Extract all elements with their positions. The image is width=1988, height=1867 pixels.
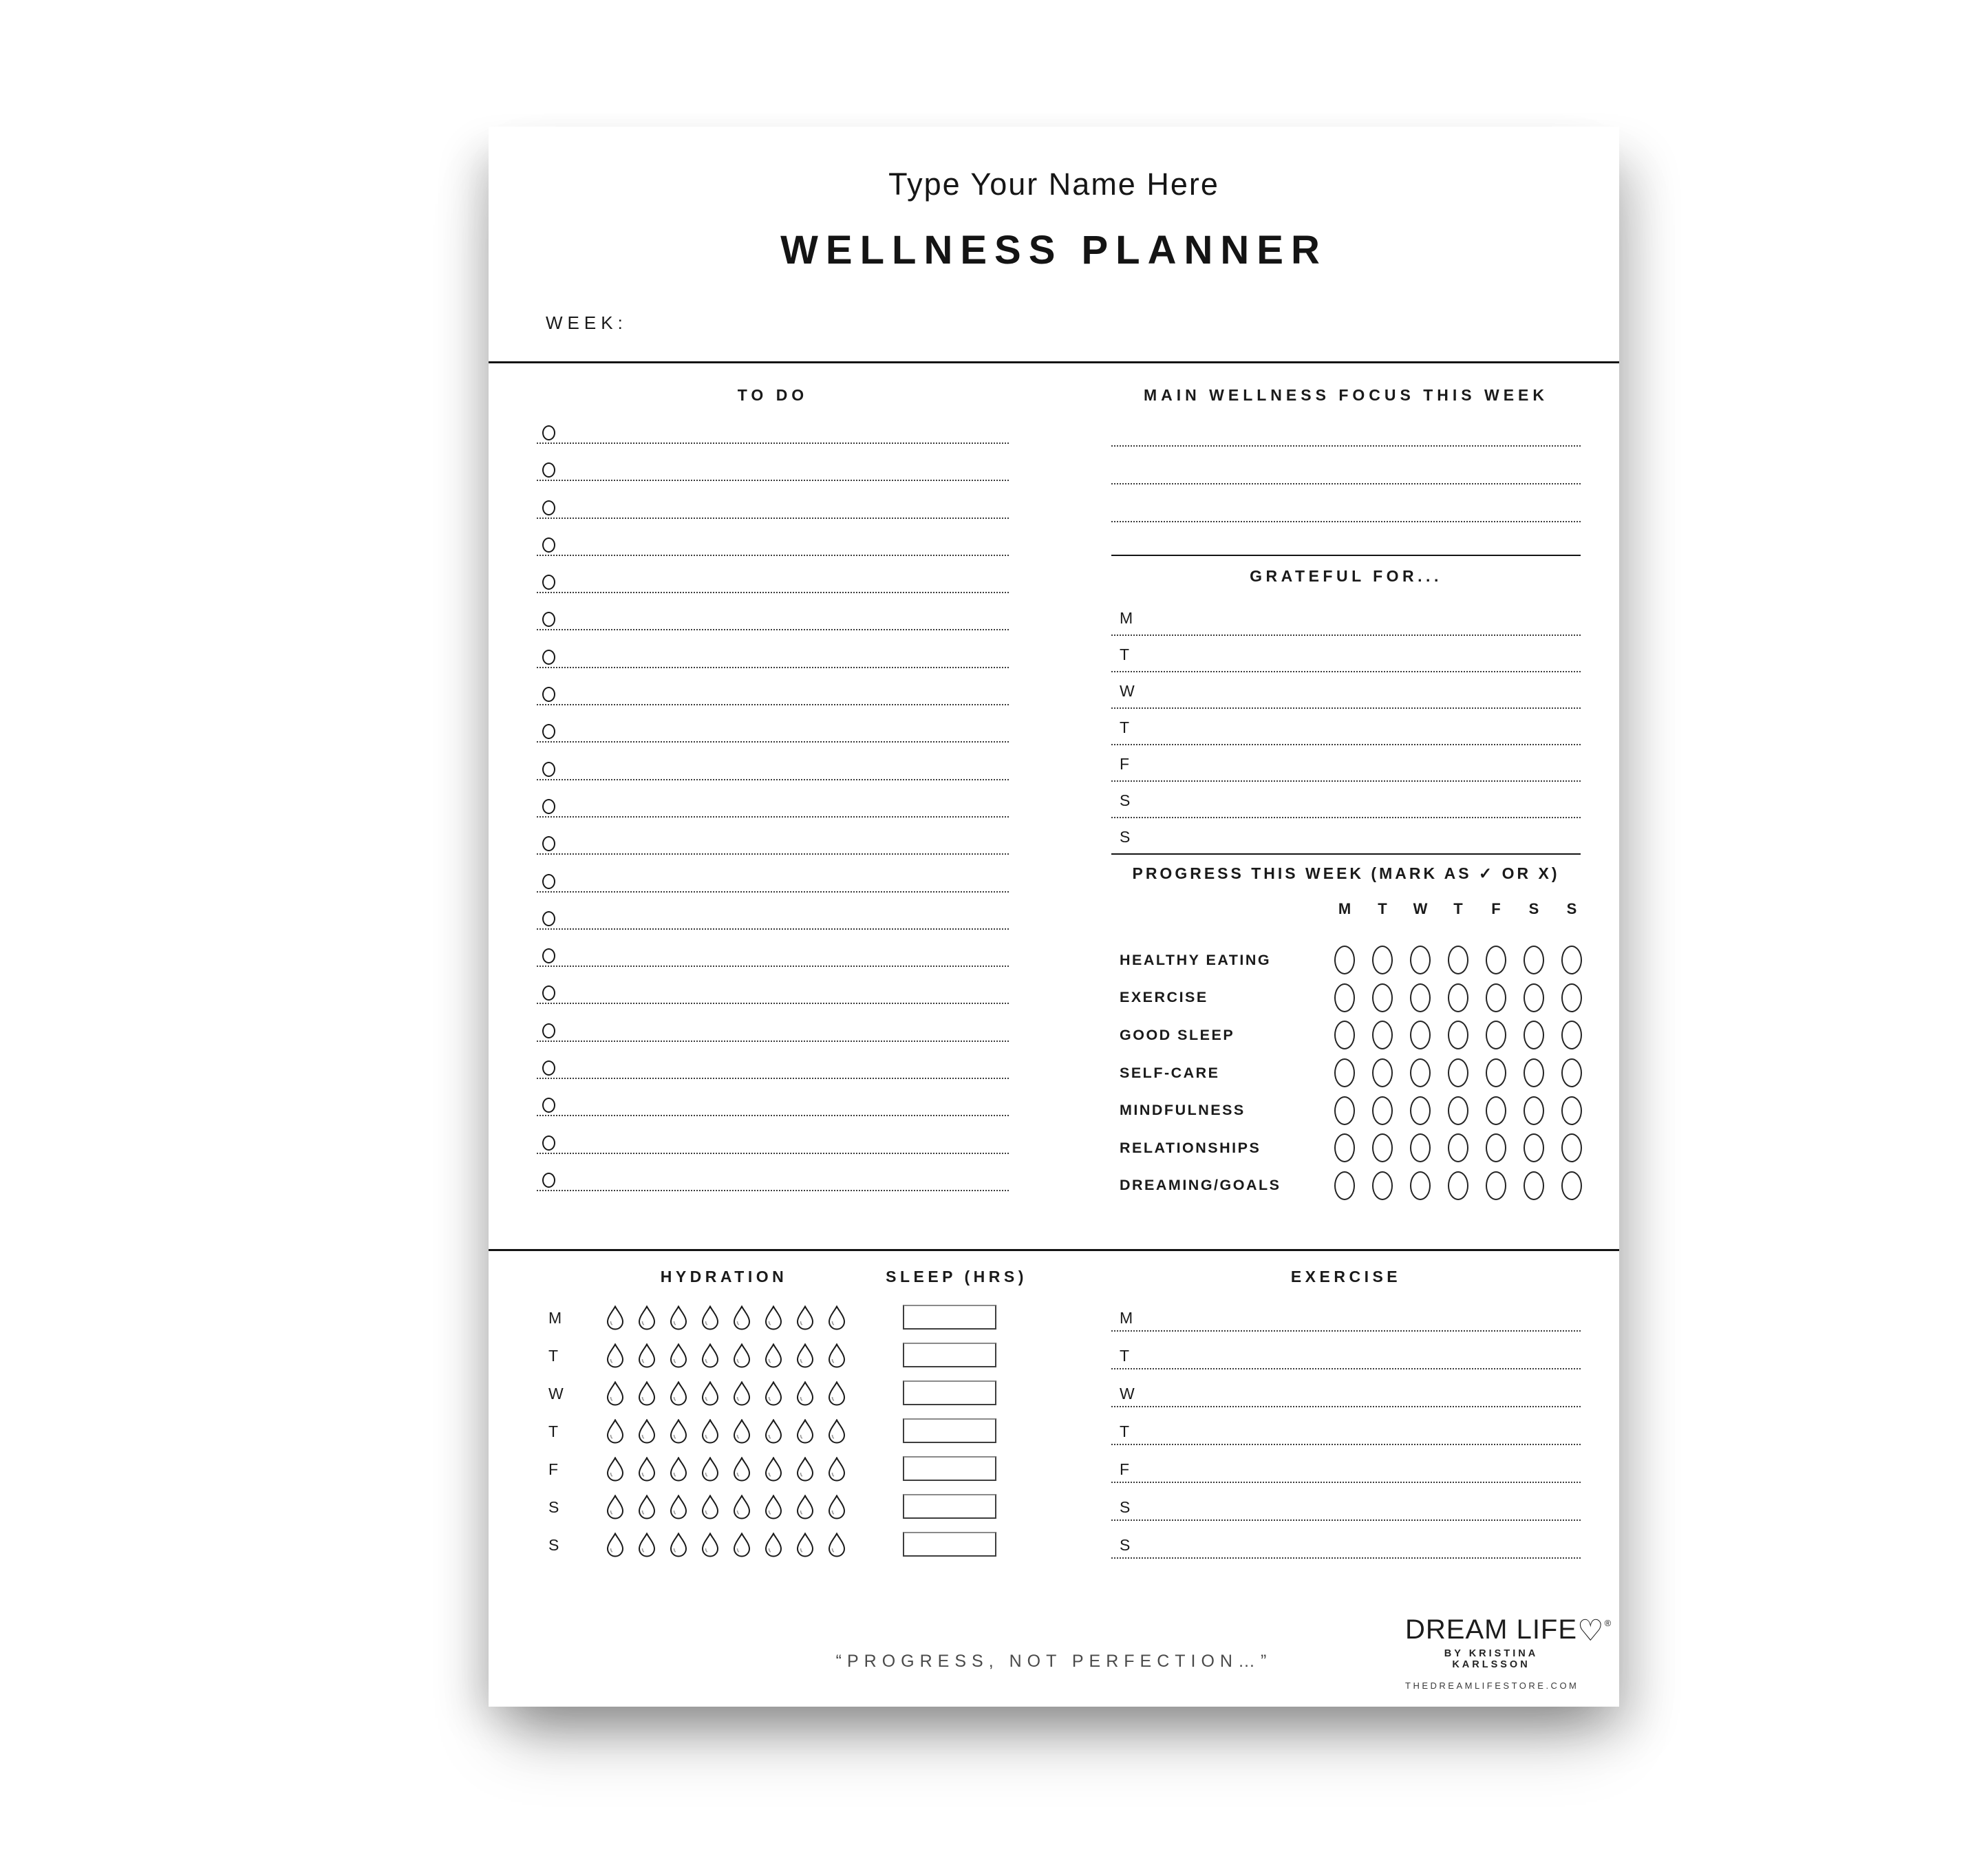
grateful-heading: GRATEFUL FOR... xyxy=(1250,567,1442,585)
hydration-day-row xyxy=(537,1375,895,1413)
brand-byline: BY KRISTINA KARLSSON xyxy=(1444,1648,1539,1670)
water-drop-icon[interactable] xyxy=(701,1381,719,1406)
hydration-day-row xyxy=(537,1489,895,1526)
progress-row-label: GOOD SLEEP xyxy=(1120,1026,1235,1043)
todo-write-line[interactable] xyxy=(537,442,1009,444)
water-drop-icon[interactable] xyxy=(733,1305,751,1330)
progress-day-circle[interactable] xyxy=(1372,983,1393,1012)
todo-write-line[interactable] xyxy=(537,1078,1009,1079)
hydration-day-row xyxy=(537,1526,895,1564)
water-drop-icon[interactable] xyxy=(733,1457,751,1482)
exercise-write-line[interactable] xyxy=(1111,1557,1581,1559)
progress-day-circle[interactable] xyxy=(1448,1021,1468,1049)
progress-day-circle[interactable] xyxy=(1334,1058,1355,1087)
progress-day-circle[interactable] xyxy=(1524,1133,1544,1162)
focus-write-line[interactable] xyxy=(1111,409,1581,447)
todo-heading: TO DO xyxy=(737,386,809,404)
progress-day-circle[interactable] xyxy=(1524,1171,1544,1200)
todo-item-row xyxy=(537,568,1009,606)
hydration-day-label: S xyxy=(548,1498,559,1516)
hydration-drops xyxy=(606,1457,846,1482)
todo-write-line[interactable] xyxy=(537,779,1009,780)
todo-checkbox-circle[interactable] xyxy=(542,1173,555,1188)
water-drop-icon[interactable] xyxy=(765,1381,782,1406)
water-drop-icon[interactable] xyxy=(828,1343,846,1368)
grateful-write-line[interactable] xyxy=(1111,817,1581,818)
progress-day-header: S xyxy=(1528,900,1539,917)
progress-day-circle[interactable] xyxy=(1486,946,1506,974)
progress-row-label: DREAMING/GOALS xyxy=(1120,1177,1281,1194)
todo-write-line[interactable] xyxy=(537,555,1009,556)
progress-day-circle[interactable] xyxy=(1334,1171,1355,1200)
exercise-day-row xyxy=(1111,1375,1581,1413)
water-drop-icon[interactable] xyxy=(638,1343,656,1368)
exercise-write-line[interactable] xyxy=(1111,1330,1581,1332)
exercise-day-row xyxy=(1111,1489,1581,1526)
exercise-write-line[interactable] xyxy=(1111,1482,1581,1483)
progress-day-circle[interactable] xyxy=(1334,946,1355,974)
progress-day-circle[interactable] xyxy=(1561,946,1582,974)
progress-day-circle[interactable] xyxy=(1448,946,1468,974)
exercise-day-label: F xyxy=(1120,1460,1130,1478)
todo-checkbox-circle[interactable] xyxy=(542,724,555,739)
progress-day-circle[interactable] xyxy=(1561,1021,1582,1049)
progress-day-circle[interactable] xyxy=(1448,1096,1468,1125)
todo-item-row xyxy=(537,456,1009,493)
progress-row xyxy=(1111,1091,1582,1129)
todo-write-line[interactable] xyxy=(537,891,1009,893)
progress-day-circle[interactable] xyxy=(1561,1133,1582,1162)
progress-day-circle[interactable] xyxy=(1486,1021,1506,1049)
todo-write-line[interactable] xyxy=(537,1115,1009,1116)
top-divider xyxy=(489,361,1619,363)
progress-day-circle[interactable] xyxy=(1372,1096,1393,1125)
sleep-hours-box[interactable] xyxy=(903,1418,996,1443)
exercise-write-line[interactable] xyxy=(1111,1444,1581,1445)
water-drop-icon[interactable] xyxy=(701,1305,719,1330)
todo-item-row xyxy=(537,1166,1009,1204)
name-placeholder[interactable]: Type Your Name Here xyxy=(888,167,1219,202)
sleep-hours-box[interactable] xyxy=(903,1494,996,1519)
todo-item-row xyxy=(537,756,1009,793)
sleep-hours-box[interactable] xyxy=(903,1456,996,1481)
progress-day-circle[interactable] xyxy=(1334,983,1355,1012)
water-drop-icon[interactable] xyxy=(701,1533,719,1557)
todo-write-line[interactable] xyxy=(537,1190,1009,1191)
todo-checkbox-circle[interactable] xyxy=(542,575,555,590)
water-drop-icon[interactable] xyxy=(638,1495,656,1519)
grateful-day-label: F xyxy=(1120,755,1131,773)
todo-item-row xyxy=(537,793,1009,830)
planner-page xyxy=(489,127,1619,1707)
sleep-heading: SLEEP (HRS) xyxy=(886,1268,1027,1285)
progress-circles xyxy=(1334,1058,1582,1087)
hydration-day-row xyxy=(537,1451,895,1489)
exercise-day-row xyxy=(1111,1337,1581,1375)
grateful-write-line[interactable] xyxy=(1111,634,1581,636)
grateful-top-divider xyxy=(1111,555,1581,556)
todo-write-line[interactable] xyxy=(537,592,1009,593)
water-drop-icon[interactable] xyxy=(765,1343,782,1368)
progress-day-circle[interactable] xyxy=(1334,1021,1355,1049)
todo-write-line[interactable] xyxy=(537,1003,1009,1004)
grateful-write-line[interactable] xyxy=(1111,671,1581,672)
focus-write-line[interactable] xyxy=(1111,447,1581,484)
todo-list xyxy=(537,419,1009,1204)
water-drop-icon[interactable] xyxy=(701,1457,719,1482)
progress-day-circle[interactable] xyxy=(1334,1133,1355,1162)
progress-day-headers xyxy=(1334,900,1582,918)
exercise-log xyxy=(1111,1299,1581,1564)
todo-write-line[interactable] xyxy=(537,965,1009,967)
todo-write-line[interactable] xyxy=(537,1153,1009,1154)
todo-checkbox-circle[interactable] xyxy=(542,650,555,665)
grateful-day-label: T xyxy=(1120,646,1131,663)
progress-row xyxy=(1111,1167,1582,1205)
todo-checkbox-circle[interactable] xyxy=(542,687,555,702)
progress-circles xyxy=(1334,1021,1582,1049)
hydration-tracker xyxy=(537,1299,895,1564)
water-drop-icon[interactable] xyxy=(670,1457,687,1482)
progress-day-circle[interactable] xyxy=(1372,1058,1393,1087)
heart-icon: ♡ xyxy=(1577,1614,1605,1647)
hydration-day-row xyxy=(537,1337,895,1375)
todo-write-line[interactable] xyxy=(537,704,1009,705)
grateful-day-label: S xyxy=(1120,791,1132,809)
todo-item-row xyxy=(537,1054,1009,1091)
water-drop-icon[interactable] xyxy=(606,1343,624,1368)
water-drop-icon[interactable] xyxy=(796,1343,814,1368)
hydration-drops xyxy=(606,1419,846,1444)
water-drop-icon[interactable] xyxy=(733,1419,751,1444)
hydration-drops xyxy=(606,1533,846,1557)
grateful-day-row xyxy=(1111,787,1581,823)
grateful-day-row xyxy=(1111,677,1581,714)
water-drop-icon[interactable] xyxy=(670,1305,687,1330)
progress-day-circle[interactable] xyxy=(1410,1058,1431,1087)
focus-heading: MAIN WELLNESS FOCUS THIS WEEK xyxy=(1144,386,1548,404)
todo-checkbox-circle[interactable] xyxy=(542,612,555,627)
progress-day-circle[interactable] xyxy=(1486,1133,1506,1162)
todo-checkbox-circle[interactable] xyxy=(542,799,555,814)
water-drop-icon[interactable] xyxy=(765,1457,782,1482)
todo-checkbox-circle[interactable] xyxy=(542,462,555,478)
grateful-day-label: W xyxy=(1120,682,1136,700)
progress-day-circle[interactable] xyxy=(1524,1021,1544,1049)
progress-day-circle[interactable] xyxy=(1410,1133,1431,1162)
todo-write-line[interactable] xyxy=(537,667,1009,668)
page-title: WELLNESS PLANNER xyxy=(780,228,1327,273)
water-drop-icon[interactable] xyxy=(733,1381,751,1406)
progress-day-circle[interactable] xyxy=(1410,1096,1431,1125)
progress-day-circle[interactable] xyxy=(1561,1171,1582,1200)
progress-day-circle[interactable] xyxy=(1524,1096,1544,1125)
water-drop-icon[interactable] xyxy=(670,1419,687,1444)
progress-day-circle[interactable] xyxy=(1524,983,1544,1012)
progress-day-circle[interactable] xyxy=(1410,983,1431,1012)
progress-day-header: F xyxy=(1491,900,1501,917)
water-drop-icon[interactable] xyxy=(765,1419,782,1444)
progress-day-header: T xyxy=(1378,900,1387,917)
todo-checkbox-circle[interactable] xyxy=(542,425,555,440)
progress-day-circle[interactable] xyxy=(1448,1171,1468,1200)
focus-lines xyxy=(1111,409,1581,522)
todo-item-row xyxy=(537,681,1009,718)
progress-circles xyxy=(1334,1133,1582,1162)
progress-row xyxy=(1111,979,1582,1017)
todo-item-row xyxy=(537,868,1009,905)
todo-checkbox-circle[interactable] xyxy=(542,1060,555,1076)
registered-mark: ® xyxy=(1604,1618,1612,1628)
progress-day-circle[interactable] xyxy=(1448,1058,1468,1087)
exercise-day-row xyxy=(1111,1299,1581,1337)
todo-write-line[interactable] xyxy=(537,480,1009,481)
hydration-day-label: S xyxy=(548,1536,559,1554)
exercise-day-label: T xyxy=(1120,1347,1130,1365)
progress-row xyxy=(1111,1054,1582,1092)
progress-row xyxy=(1111,1129,1582,1167)
progress-heading: PROGRESS THIS WEEK (MARK AS ✓ OR X) xyxy=(1132,864,1560,882)
exercise-day-row xyxy=(1111,1413,1581,1451)
hydration-day-label: F xyxy=(548,1460,559,1478)
progress-day-circle[interactable] xyxy=(1486,1171,1506,1200)
todo-item-row xyxy=(537,942,1009,979)
todo-item-row xyxy=(537,531,1009,568)
progress-day-circle[interactable] xyxy=(1410,1021,1431,1049)
progress-day-circle[interactable] xyxy=(1448,1133,1468,1162)
todo-checkbox-circle[interactable] xyxy=(542,836,555,851)
progress-day-header: M xyxy=(1338,900,1351,917)
todo-write-line[interactable] xyxy=(537,518,1009,519)
progress-circles xyxy=(1334,1096,1582,1125)
todo-checkbox-circle[interactable] xyxy=(542,762,555,777)
todo-item-row xyxy=(537,1129,1009,1166)
progress-day-circle[interactable] xyxy=(1486,983,1506,1012)
todo-item-row xyxy=(537,979,1009,1016)
water-drop-icon[interactable] xyxy=(796,1457,814,1482)
todo-write-line[interactable] xyxy=(537,928,1009,930)
progress-row-label: MINDFULNESS xyxy=(1120,1102,1246,1119)
progress-day-circle[interactable] xyxy=(1372,946,1393,974)
grateful-list xyxy=(1111,604,1581,860)
exercise-write-line[interactable] xyxy=(1111,1406,1581,1407)
hydration-heading: HYDRATION xyxy=(660,1268,788,1285)
water-drop-icon[interactable] xyxy=(828,1419,846,1444)
progress-day-header: S xyxy=(1566,900,1577,917)
water-drop-icon[interactable] xyxy=(670,1533,687,1557)
progress-day-circle[interactable] xyxy=(1561,1058,1582,1087)
water-drop-icon[interactable] xyxy=(828,1495,846,1519)
exercise-day-label: W xyxy=(1120,1385,1135,1402)
grateful-day-row xyxy=(1111,641,1581,677)
exercise-write-line[interactable] xyxy=(1111,1519,1581,1521)
progress-day-circle[interactable] xyxy=(1372,1021,1393,1049)
grateful-day-label: M xyxy=(1120,609,1135,627)
water-drop-icon[interactable] xyxy=(701,1343,719,1368)
exercise-write-line[interactable] xyxy=(1111,1368,1581,1369)
progress-circles xyxy=(1334,983,1582,1012)
progress-day-circle[interactable] xyxy=(1561,983,1582,1012)
hydration-drops xyxy=(606,1305,846,1330)
todo-item-row xyxy=(537,643,1009,681)
exercise-day-label: S xyxy=(1120,1536,1131,1554)
todo-checkbox-circle[interactable] xyxy=(542,911,555,926)
hydration-drops xyxy=(606,1343,846,1368)
todo-checkbox-circle[interactable] xyxy=(542,985,555,1001)
progress-day-circle[interactable] xyxy=(1524,1058,1544,1087)
hydration-day-row xyxy=(537,1413,895,1451)
water-drop-icon[interactable] xyxy=(765,1495,782,1519)
hydration-day-label: W xyxy=(548,1385,564,1402)
progress-row-label: RELATIONSHIPS xyxy=(1120,1139,1261,1156)
sleep-hours-box[interactable] xyxy=(903,1380,996,1405)
water-drop-icon[interactable] xyxy=(638,1457,656,1482)
water-drop-icon[interactable] xyxy=(606,1457,624,1482)
progress-day-circle[interactable] xyxy=(1372,1171,1393,1200)
exercise-day-row xyxy=(1111,1526,1581,1564)
progress-day-circle[interactable] xyxy=(1410,946,1431,974)
water-drop-icon[interactable] xyxy=(828,1305,846,1330)
progress-day-header: W xyxy=(1413,900,1428,917)
footer-quote: “PROGRESS, NOT PERFECTION…” xyxy=(835,1652,1272,1671)
water-drop-icon[interactable] xyxy=(606,1495,624,1519)
progress-circles xyxy=(1334,946,1582,974)
water-drop-icon[interactable] xyxy=(828,1457,846,1482)
grateful-day-row xyxy=(1111,750,1581,787)
water-drop-icon[interactable] xyxy=(701,1419,719,1444)
exercise-day-label: S xyxy=(1120,1498,1131,1516)
grateful-day-label: T xyxy=(1120,718,1131,736)
progress-row-label: EXERCISE xyxy=(1120,989,1208,1006)
brand-name: DREAM LIFE xyxy=(1405,1614,1578,1645)
water-drop-icon[interactable] xyxy=(701,1495,719,1519)
exercise-heading: EXERCISE xyxy=(1290,1268,1402,1285)
sleep-hours-box[interactable] xyxy=(903,1343,996,1367)
water-drop-icon[interactable] xyxy=(828,1533,846,1557)
sleep-hours-box[interactable] xyxy=(903,1532,996,1557)
todo-checkbox-circle[interactable] xyxy=(542,948,555,963)
brand-website: THEDREAMLIFESTORE.COM xyxy=(1405,1681,1579,1691)
progress-row-label: SELF-CARE xyxy=(1120,1064,1220,1081)
progress-day-circle[interactable] xyxy=(1410,1171,1431,1200)
water-drop-icon[interactable] xyxy=(733,1495,751,1519)
todo-write-line[interactable] xyxy=(537,816,1009,818)
bottom-divider xyxy=(489,1249,1619,1251)
water-drop-icon[interactable] xyxy=(638,1381,656,1406)
todo-write-line[interactable] xyxy=(537,741,1009,743)
grateful-day-row xyxy=(1111,714,1581,750)
progress-row xyxy=(1111,941,1582,979)
progress-row xyxy=(1111,1016,1582,1054)
todo-item-row xyxy=(537,830,1009,867)
sleep-hours-box[interactable] xyxy=(903,1305,996,1330)
todo-item-row xyxy=(537,905,1009,942)
grateful-day-label: S xyxy=(1120,828,1132,846)
water-drop-icon[interactable] xyxy=(606,1381,624,1406)
hydration-day-label: T xyxy=(548,1422,559,1440)
grateful-day-row xyxy=(1111,604,1581,641)
progress-circles xyxy=(1334,1171,1582,1200)
todo-item-row xyxy=(537,1091,1009,1129)
progress-day-circle[interactable] xyxy=(1372,1133,1393,1162)
todo-write-line[interactable] xyxy=(537,629,1009,630)
sleep-tracker xyxy=(903,1305,996,1570)
progress-table xyxy=(1111,941,1582,1204)
progress-day-header: T xyxy=(1453,900,1463,917)
hydration-drops xyxy=(606,1495,846,1519)
water-drop-icon[interactable] xyxy=(638,1419,656,1444)
exercise-day-row xyxy=(1111,1451,1581,1489)
water-drop-icon[interactable] xyxy=(796,1495,814,1519)
progress-day-circle[interactable] xyxy=(1334,1096,1355,1125)
progress-day-circle[interactable] xyxy=(1448,983,1468,1012)
todo-checkbox-circle[interactable] xyxy=(542,874,555,889)
progress-day-circle[interactable] xyxy=(1486,1096,1506,1125)
grateful-write-line[interactable] xyxy=(1111,744,1581,745)
todo-item-row xyxy=(537,419,1009,456)
water-drop-icon[interactable] xyxy=(606,1419,624,1444)
water-drop-icon[interactable] xyxy=(796,1381,814,1406)
water-drop-icon[interactable] xyxy=(670,1343,687,1368)
progress-row-label: HEALTHY EATING xyxy=(1120,951,1272,968)
todo-item-row xyxy=(537,606,1009,643)
todo-checkbox-circle[interactable] xyxy=(542,500,555,515)
progress-day-circle[interactable] xyxy=(1524,946,1544,974)
todo-checkbox-circle[interactable] xyxy=(542,1023,555,1038)
water-drop-icon[interactable] xyxy=(796,1419,814,1444)
exercise-day-label: T xyxy=(1120,1422,1130,1440)
water-drop-icon[interactable] xyxy=(606,1533,624,1557)
progress-day-circle[interactable] xyxy=(1561,1096,1582,1125)
todo-write-line[interactable] xyxy=(537,853,1009,855)
water-drop-icon[interactable] xyxy=(765,1305,782,1330)
todo-item-row xyxy=(537,1017,1009,1054)
exercise-day-label: M xyxy=(1120,1309,1133,1327)
todo-checkbox-circle[interactable] xyxy=(542,1098,555,1113)
water-drop-icon[interactable] xyxy=(765,1533,782,1557)
water-drop-icon[interactable] xyxy=(733,1343,751,1368)
todo-checkbox-circle[interactable] xyxy=(542,1135,555,1151)
brand-logo xyxy=(1405,1608,1612,1647)
hydration-drops xyxy=(606,1381,846,1406)
water-drop-icon[interactable] xyxy=(638,1305,656,1330)
water-drop-icon[interactable] xyxy=(828,1381,846,1406)
water-drop-icon[interactable] xyxy=(638,1533,656,1557)
focus-write-line[interactable] xyxy=(1111,484,1581,522)
water-drop-icon[interactable] xyxy=(670,1495,687,1519)
brand-block xyxy=(1405,1608,1612,1691)
grateful-write-line[interactable] xyxy=(1111,780,1581,782)
hydration-day-row xyxy=(537,1299,895,1337)
water-drop-icon[interactable] xyxy=(796,1305,814,1330)
progress-top-divider xyxy=(1111,853,1581,855)
todo-item-row xyxy=(537,718,1009,755)
hydration-day-label: M xyxy=(548,1309,562,1327)
water-drop-icon[interactable] xyxy=(796,1533,814,1557)
water-drop-icon[interactable] xyxy=(606,1305,624,1330)
todo-checkbox-circle[interactable] xyxy=(542,537,555,553)
water-drop-icon[interactable] xyxy=(670,1381,687,1406)
todo-item-row xyxy=(537,494,1009,531)
hydration-day-label: T xyxy=(548,1347,559,1365)
grateful-write-line[interactable] xyxy=(1111,707,1581,709)
progress-day-circle[interactable] xyxy=(1486,1058,1506,1087)
week-label[interactable]: WEEK: xyxy=(546,312,628,333)
todo-write-line[interactable] xyxy=(537,1041,1009,1042)
water-drop-icon[interactable] xyxy=(733,1533,751,1557)
